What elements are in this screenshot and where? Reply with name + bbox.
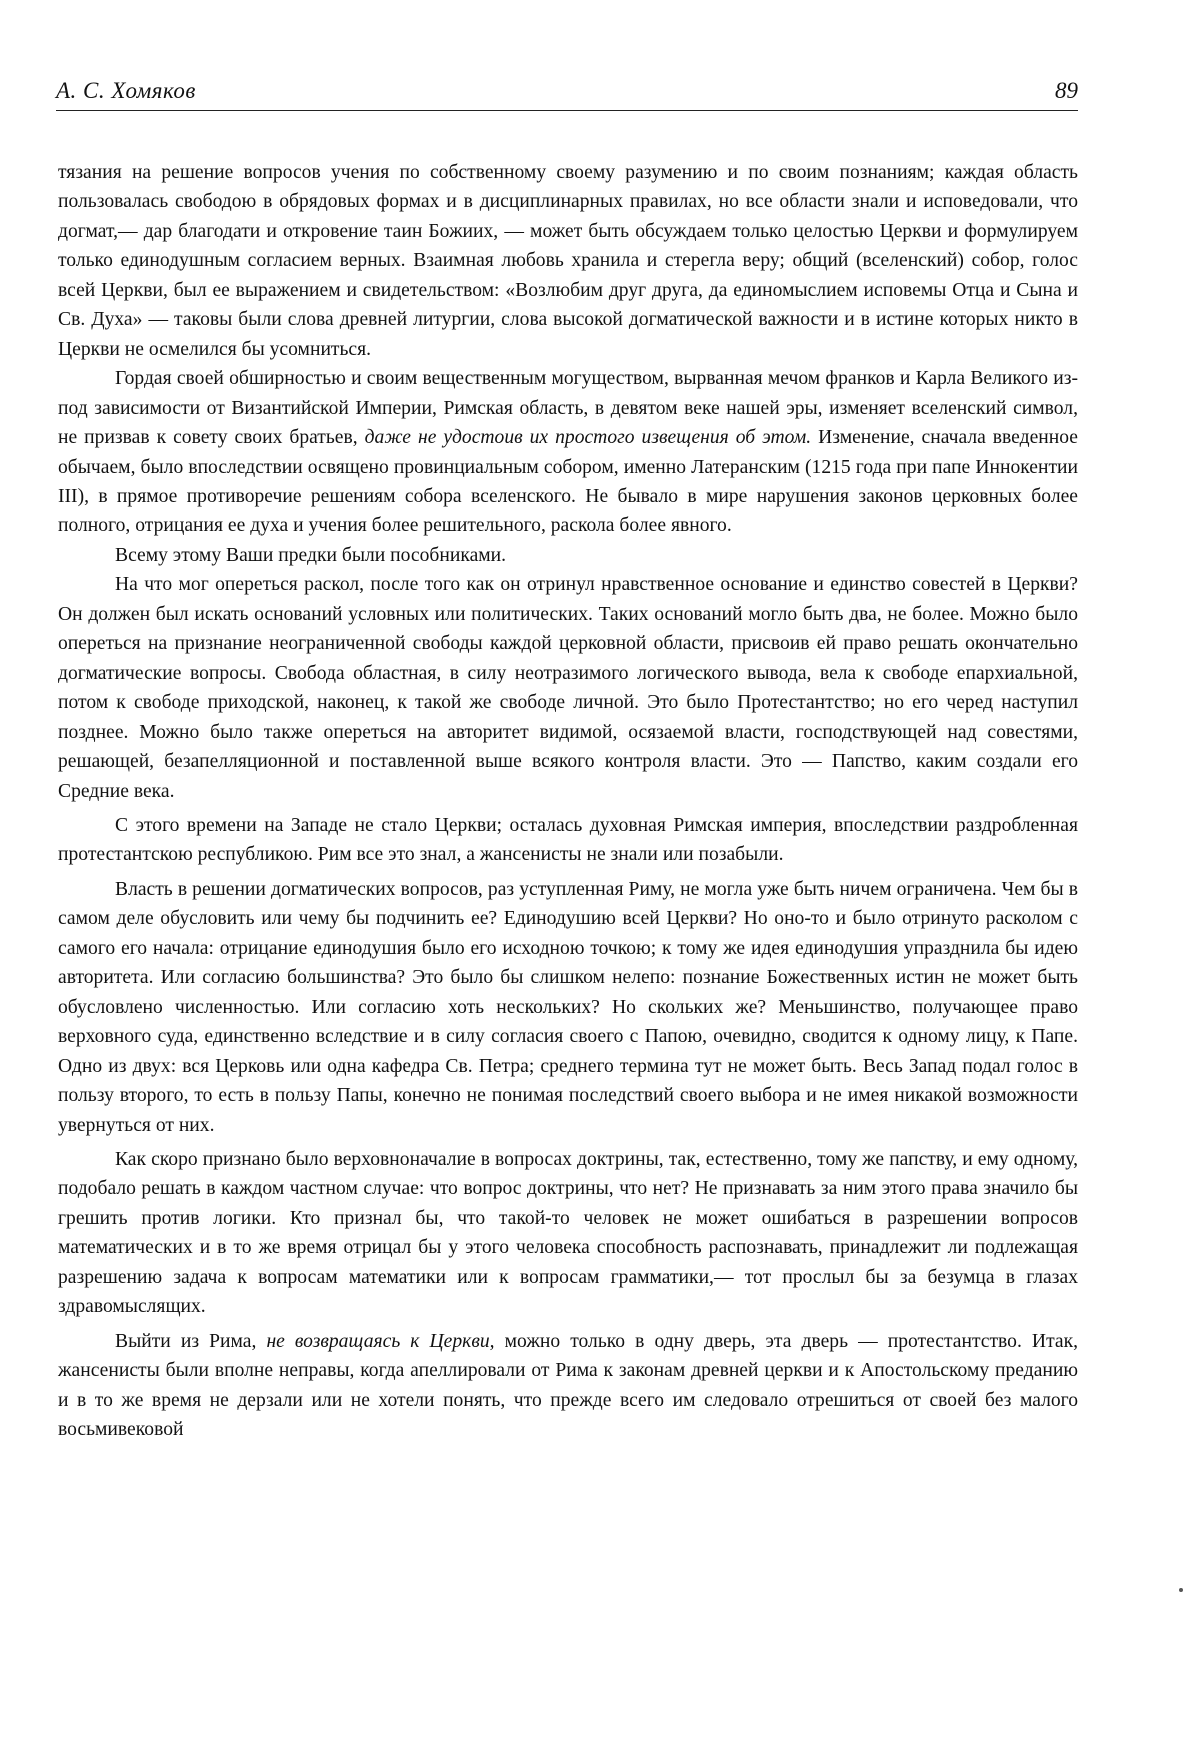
paragraph-text: Выйти из Рима,: [115, 1330, 267, 1352]
paragraph-text: Изменение, сначала введенное обычаем, было впоследствии освящено провинциальным собором, именно Латеранским (1215 года при папе Иннокентии III), в прямое противоречие решениям собора вселенского. Не бывало в мире нарушения законов церковных более полного, отрицания ее духа и учения более решительного, раскола более явного.: [58, 427, 1078, 537]
paragraph-continuation: тязания на решение вопросов учения по собственному своему разумению и по своим познаниям; каждая область пользовалась свободою в обрядовых формах и в дисциплинарных правилах, но все области знали и исповедовали, что догмат,— дар благодати и откровение таин Божиих, — может быть обсуждаем только целостью Церкви и формулируем только единодушным согласием верных. Взаимная любовь хранила и стерегла веру; общий (вселенский) собор, голос всей Церкви, был ее выражением и свидетельством: «Возлюбим друг друга, да единомыслием исповемы Отца и Сына и Св. Духа» — таковы были слова древней литургии, слова высокой догматической важности и в истине которых никто в Церкви не осмелился бы усомниться.: [58, 162, 1078, 360]
emphasis-text: не возвращаясь к Церкви,: [266, 1330, 495, 1352]
running-head: А. С. Хомяков: [56, 78, 196, 103]
page-header: [56, 70, 1078, 111]
paragraph-authority: Власть в решении догматических вопросов, раз уступленная Риму, не могла уже быть ничем ограничена. Чем бы в самом деле обусловить или чему бы подчинить ее? Единодушию всей Церкви? Но оно-то и было отринуто расколом с самого его начала: отрицание единодушия было его исходною точкою; к тому же идея единодушия упразднила бы идею авторитета. Или согласию большинства? Это было бы слишком нелепо: познание Божественных истин не может быть обусловлено численностью. Или согласию хоть нескольких? Но скольких же? Меньшинство, получающее право верховного суда, единственно вследствие и в силу согласия своего с Папою, очевидно, сводится к одному лицу, к Папе. Одно из двух: вся Церковь или одна кафедра Св. Петра; среднего термина тут не может быть. Весь Запад подал голос в пользу второго, то есть в пользу Папы, конечно не понимая последствий своего выбора и не имея никакой возможности увернуться от них.: [58, 878, 1078, 1136]
emphasis-text: даже не удостоив их простого извещения об этом.: [364, 427, 812, 449]
paragraph-schism-foundations: На что мог опереться раскол, после того как он отринул нравственное основание и единство совестей в Церкви? Он должен был искать оснований условных или политических. Таких оснований могло быть два, не более. Можно было опереться на признание неограниченной свободы каждой церковной области, присвоив ей право решать окончательно догматические вопросы. Свобода областная, в силу неотразимого логического вывода, вела к свободе епархиальной, потом к свободе приходской, наконец, к такой же свободе личной. Это было Протестантство; но его черед наступил позднее. Можно было также опереться на авторитет видимой, осязаемой власти, господствующей над совестями, решающей, безапелляционной и поставленной выше всякого контроля власти. Это — Папство, каким создали его Средние века.: [58, 574, 1078, 802]
paragraph-exit-rome: [58, 1327, 1078, 1445]
paragraph-west: С этого времени на Западе не стало Церкви; осталась духовная Римская империя, впоследствии раздробленная протестантскою республикою. Рим все это знал, а жансенисты не знали или позабыли.: [58, 814, 1078, 866]
paragraph-ancestors: Всему этому Ваши предки были пособниками.: [115, 544, 507, 566]
paragraph-doctrine: Как скоро признано было верховноначалие в вопросах доктрины, так, естественно, тому же папству, и ему одному, подобало решать в каждом частном случае: что вопрос доктрины, что нет? Не признавать за ним этого права значило бы грешить против логики. Кто признал бы, что такой-то человек не может ошибаться в разрешении вопросов математических и в то же время отрицал бы у этого человека способность распознавать, принадлежит ли подлежащая разрешению задача к вопросам математики или к вопросам грамматики,— тот прослыл бы за безумца в глазах здравомыслящих.: [58, 1148, 1078, 1318]
page-number: 89: [1055, 78, 1078, 103]
body-text: [58, 158, 1078, 1444]
paragraph-filioque: [58, 364, 1078, 541]
scan-speck: [1179, 1588, 1183, 1592]
paragraph-text: можно только в одну дверь, эта дверь — протестантство. Итак, жансенисты были вполне неправы, когда апеллировали от Рима к законам древней церкви и к Апостольскому преданию и в то же время не дерзали или не хотели понять, что прежде всего им следовало отрешиться от своей без малого восьмивековой: [58, 1330, 1078, 1441]
paragraph-text: Гордая своей обширностью и своим вещественным могуществом, вырванная мечом франков и Карла Великого из-под зависимости от Византийской Империи, Римская область, в девятом веке нашей эры, изменяет вселенский символ, не призвав к совету своих братьев,: [58, 368, 1078, 449]
